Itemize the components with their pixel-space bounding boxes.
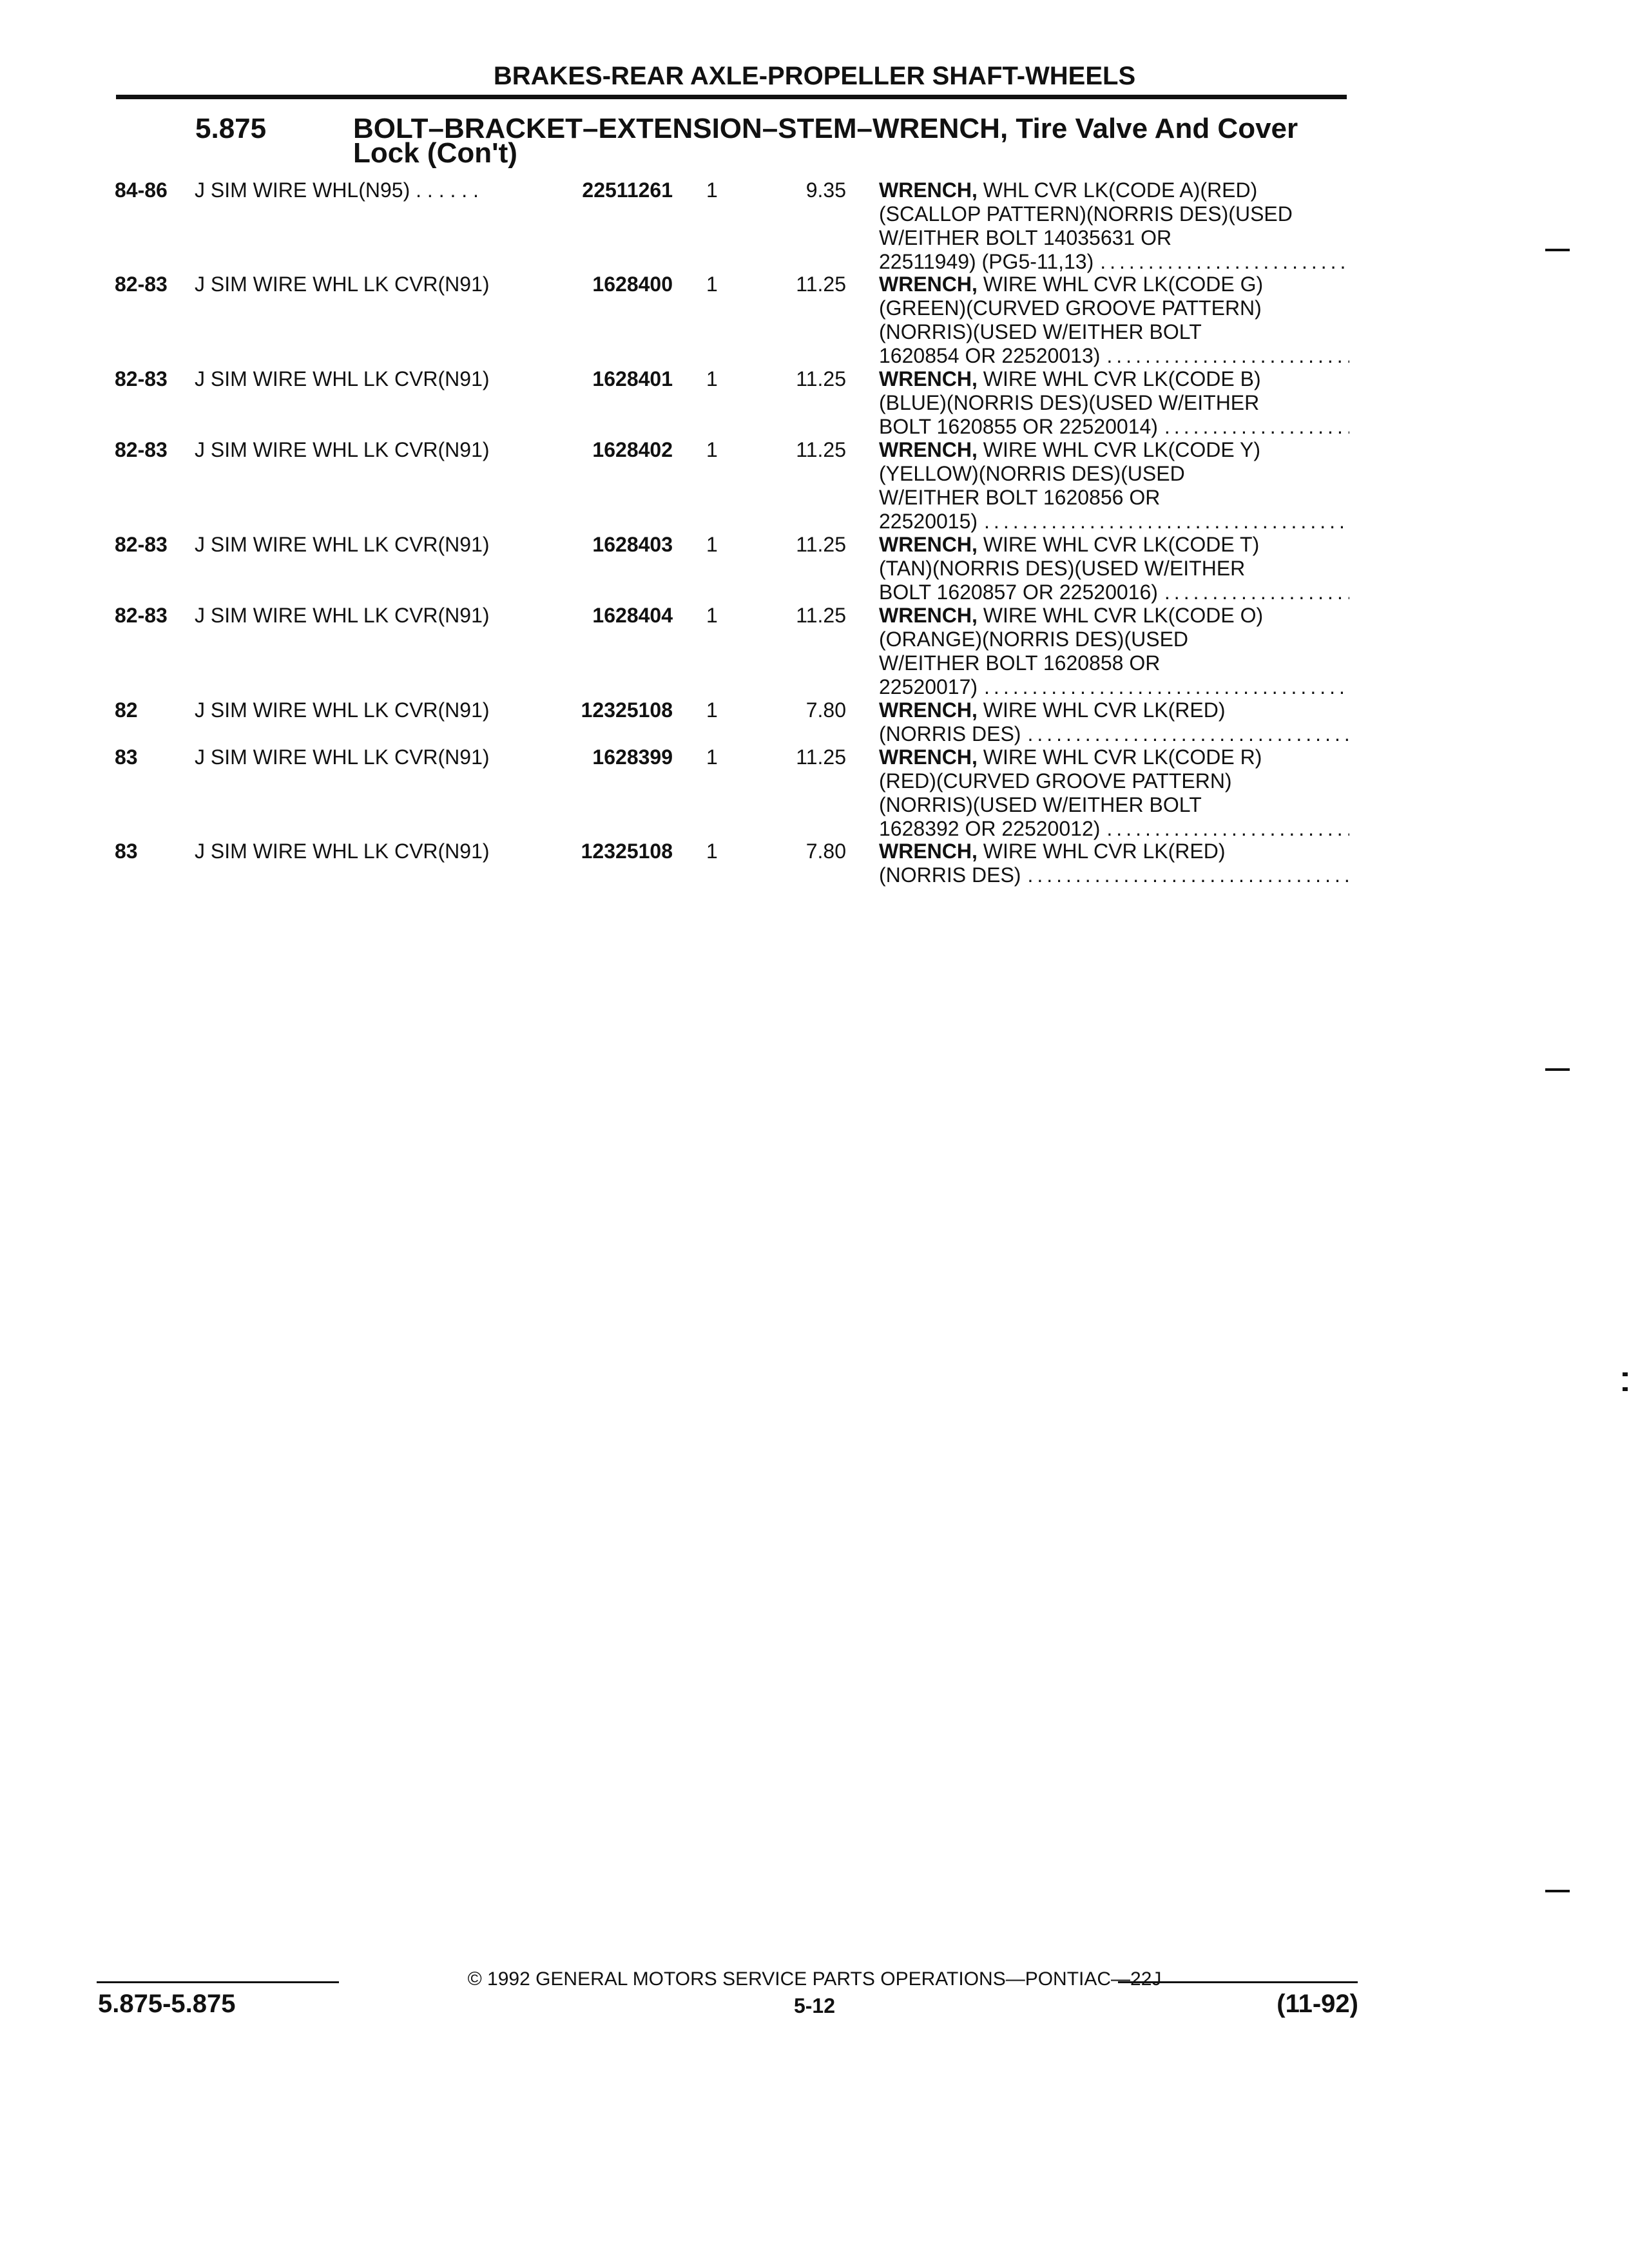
table-row bbox=[0, 745, 1629, 840]
model-years: 82-83 bbox=[115, 438, 168, 461]
part-number: 22511261 bbox=[582, 178, 673, 202]
description-lead: WRENCH, bbox=[879, 840, 978, 863]
model-years: 83 bbox=[115, 745, 138, 769]
dot-leader bbox=[1158, 580, 1349, 604]
description-line: (NORRIS)(USED W/EITHER BOLT bbox=[879, 793, 1202, 816]
part-number: 12325108 bbox=[581, 840, 673, 863]
description-line: WIRE WHL CVR LK(RED) bbox=[977, 840, 1226, 863]
description-lead: WRENCH, bbox=[879, 178, 978, 202]
part-number: 1628401 bbox=[592, 367, 673, 390]
margin-tick bbox=[1623, 1372, 1628, 1376]
section-title-line-1: BOLT–BRACKET–EXTENSION–STEM–WRENCH, Tire Valve And Cover bbox=[353, 113, 1298, 144]
price: 11.25 bbox=[796, 604, 846, 627]
quantity: 1 bbox=[706, 533, 718, 556]
model-description: J SIM WIRE WHL LK CVR(N91) bbox=[195, 273, 490, 296]
part-number: 1628402 bbox=[592, 438, 673, 461]
part-description bbox=[879, 698, 1349, 745]
description-line: WIRE WHL CVR LK(CODE G) bbox=[977, 273, 1264, 296]
description-line: WIRE WHL CVR LK(CODE Y) bbox=[977, 438, 1261, 461]
dot-leader bbox=[1158, 414, 1349, 438]
page-header-title: BRAKES-REAR AXLE-PROPELLER SHAFT-WHEELS bbox=[493, 62, 1136, 90]
description-line: WIRE WHL CVR LK(CODE T) bbox=[977, 533, 1260, 556]
description-line: 1620854 OR 22520013) bbox=[879, 344, 1101, 367]
quantity: 1 bbox=[706, 604, 718, 627]
description-lead: WRENCH, bbox=[879, 745, 978, 769]
description-line: WIRE WHL CVR LK(CODE R) bbox=[977, 745, 1262, 769]
model-description: J SIM WIRE WHL LK CVR(N91) bbox=[195, 367, 490, 390]
margin-tick bbox=[1545, 1890, 1570, 1892]
part-number: 1628400 bbox=[592, 273, 673, 296]
price: 7.80 bbox=[805, 840, 846, 863]
model-years: 82-83 bbox=[115, 604, 168, 627]
quantity: 1 bbox=[706, 273, 718, 296]
table-row bbox=[0, 603, 1629, 698]
model-years: 82-83 bbox=[115, 533, 168, 556]
description-line: W/EITHER BOLT 1620858 OR bbox=[879, 651, 1161, 675]
dot-leader bbox=[978, 509, 1349, 533]
part-description bbox=[879, 532, 1349, 604]
model-description: J SIM WIRE WHL LK CVR(N91) bbox=[195, 438, 490, 461]
description-line: (NORRIS DES) bbox=[879, 863, 1021, 887]
price: 11.25 bbox=[796, 438, 846, 461]
model-years: 82-83 bbox=[115, 367, 168, 390]
description-line: WIRE WHL CVR LK(RED) bbox=[977, 698, 1226, 722]
header-rule bbox=[116, 95, 1347, 99]
part-description bbox=[879, 603, 1349, 698]
description-lead: WRENCH, bbox=[879, 273, 978, 296]
dot-leader bbox=[1021, 863, 1349, 887]
model-description: J SIM WIRE WHL LK CVR(N91) bbox=[195, 533, 490, 556]
description-line: WIRE WHL CVR LK(CODE B) bbox=[977, 367, 1261, 390]
part-number: 1628399 bbox=[592, 745, 673, 769]
description-line: W/EITHER BOLT 1620856 OR bbox=[879, 486, 1161, 509]
description-line: WHL CVR LK(CODE A)(RED) bbox=[977, 178, 1258, 202]
quantity: 1 bbox=[706, 745, 718, 769]
price: 7.80 bbox=[805, 698, 846, 722]
description-line: (NORRIS)(USED W/EITHER BOLT bbox=[879, 320, 1202, 343]
footer-section-range: 5.875-5.875 bbox=[98, 1990, 236, 2018]
description-line: (NORRIS DES) bbox=[879, 722, 1021, 745]
part-description bbox=[879, 367, 1349, 438]
description-line: (SCALLOP PATTERN)(NORRIS DES)(USED bbox=[879, 202, 1293, 226]
quantity: 1 bbox=[706, 840, 718, 863]
description-lead: WRENCH, bbox=[879, 367, 978, 390]
part-number: 1628404 bbox=[592, 604, 673, 627]
price: 11.25 bbox=[796, 533, 846, 556]
description-lead: WRENCH, bbox=[879, 533, 978, 556]
model-years: 82-83 bbox=[115, 273, 168, 296]
margin-tick bbox=[1545, 249, 1570, 251]
model-years: 83 bbox=[115, 840, 138, 863]
footer-page-number: 5-12 bbox=[793, 1994, 836, 2017]
table-row bbox=[0, 367, 1629, 438]
model-description: J SIM WIRE WHL LK CVR(N91) bbox=[195, 698, 490, 722]
table-row bbox=[0, 437, 1629, 533]
model-description: J SIM WIRE WHL LK CVR(N91) bbox=[195, 604, 490, 627]
price: 11.25 bbox=[796, 367, 846, 390]
description-line: (BLUE)(NORRIS DES)(USED W/EITHER bbox=[879, 391, 1260, 414]
price: 11.25 bbox=[796, 745, 846, 769]
table-row bbox=[0, 839, 1629, 887]
dot-leader bbox=[1100, 343, 1349, 367]
part-description bbox=[879, 272, 1349, 367]
description-lead: WRENCH, bbox=[879, 438, 978, 461]
table-row bbox=[0, 272, 1629, 367]
section-title-line-2: Lock (Con't) bbox=[353, 137, 517, 169]
quantity: 1 bbox=[706, 438, 718, 461]
description-line: 22520015) bbox=[879, 510, 978, 533]
part-description bbox=[879, 745, 1349, 840]
part-number: 1628403 bbox=[592, 533, 673, 556]
description-line: (TAN)(NORRIS DES)(USED W/EITHER bbox=[879, 557, 1246, 580]
description-line: BOLT 1620855 OR 22520014) bbox=[879, 415, 1158, 438]
model-years: 82 bbox=[115, 698, 138, 722]
description-line: BOLT 1620857 OR 22520016) bbox=[879, 581, 1158, 604]
part-number: 12325108 bbox=[581, 698, 673, 722]
model-description: J SIM WIRE WHL(N95) . . . . . . bbox=[195, 178, 479, 202]
model-years: 84-86 bbox=[115, 178, 168, 202]
margin-tick bbox=[1545, 1068, 1570, 1071]
part-description bbox=[879, 437, 1349, 533]
description-lead: WRENCH, bbox=[879, 604, 978, 627]
dot-leader bbox=[1100, 816, 1349, 840]
description-line: (YELLOW)(NORRIS DES)(USED bbox=[879, 462, 1185, 485]
table-row bbox=[0, 532, 1629, 604]
description-line: 1628392 OR 22520012) bbox=[879, 817, 1101, 840]
margin-tick bbox=[1623, 1387, 1628, 1391]
description-line: 22520017) bbox=[879, 675, 978, 698]
footer-date: (11-92) bbox=[1277, 1990, 1358, 2018]
dot-leader bbox=[1021, 722, 1349, 745]
description-lead: WRENCH, bbox=[879, 698, 978, 722]
price: 11.25 bbox=[796, 273, 846, 296]
model-description: J SIM WIRE WHL LK CVR(N91) bbox=[195, 840, 490, 863]
section-number: 5.875 bbox=[195, 113, 267, 144]
description-line: (ORANGE)(NORRIS DES)(USED bbox=[879, 628, 1189, 651]
description-line: (GREEN)(CURVED GROOVE PATTERN) bbox=[879, 296, 1262, 320]
part-description bbox=[879, 178, 1349, 273]
description-line: 22511949) (PG5-11,13) bbox=[879, 250, 1094, 273]
description-line: W/EITHER BOLT 14035631 OR bbox=[879, 226, 1172, 249]
table-row bbox=[0, 698, 1629, 745]
quantity: 1 bbox=[706, 698, 718, 722]
dot-leader bbox=[1094, 249, 1349, 273]
model-description: J SIM WIRE WHL LK CVR(N91) bbox=[195, 745, 490, 769]
description-line: (RED)(CURVED GROOVE PATTERN) bbox=[879, 769, 1232, 793]
dot-leader bbox=[978, 675, 1349, 698]
table-row bbox=[0, 178, 1629, 273]
quantity: 1 bbox=[706, 367, 718, 390]
price: 9.35 bbox=[805, 178, 846, 202]
footer-copyright: © 1992 GENERAL MOTORS SERVICE PARTS OPERATIONS—PONTIAC—22J bbox=[467, 1968, 1162, 1990]
description-line: WIRE WHL CVR LK(CODE O) bbox=[977, 604, 1264, 627]
part-description bbox=[879, 839, 1349, 887]
quantity: 1 bbox=[706, 178, 718, 202]
